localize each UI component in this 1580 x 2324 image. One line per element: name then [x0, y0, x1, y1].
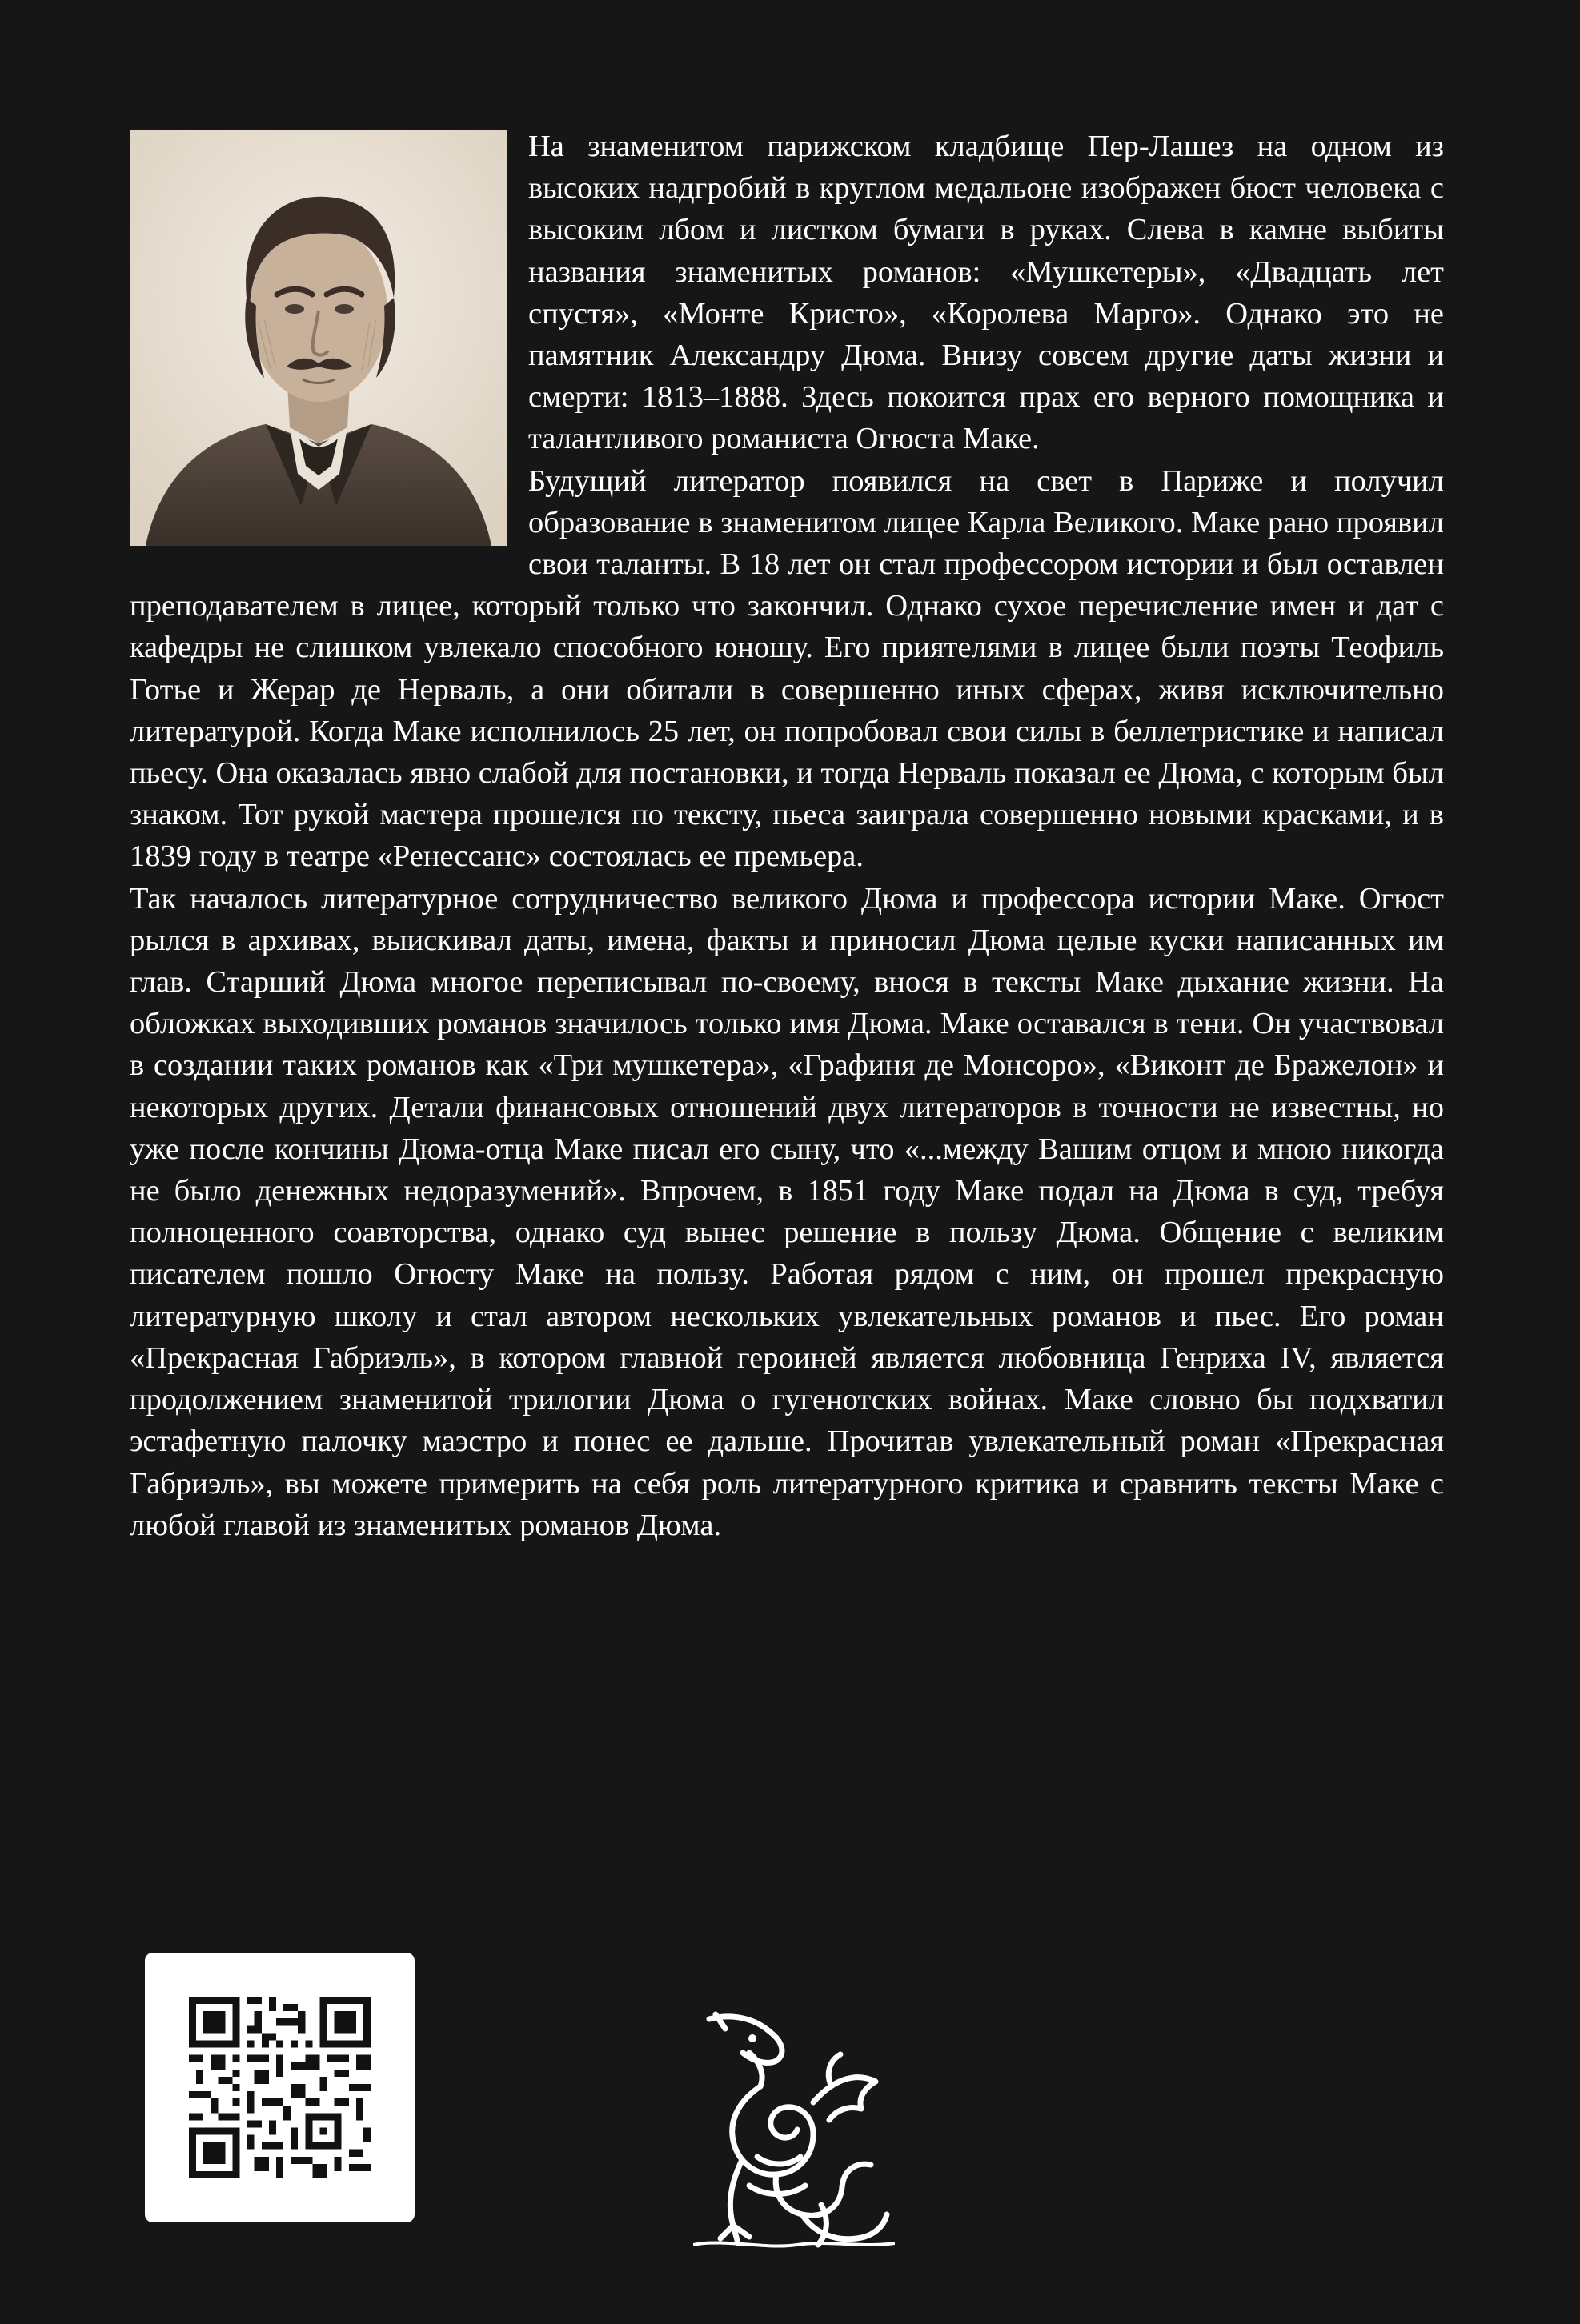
portrait-spacer [130, 126, 528, 571]
qr-code-box [145, 1953, 415, 2222]
paragraph-1: На знаменитом парижском кладбище Пер-Лашез на одном из высоких надгробий в круглом медальоне изображен бюст человека с высоким лбом и листком бумаги в руках. Слева в камне выбиты названия знаменитых романов: «Мушкетеры», «Двадцать лет спустя», «Монте Кристо», «Королева Марго». Однако это не памятник Александру Дюма. Внизу совсем другие даты жизни и смерти: 1813–1888. Здесь покоится прах его верного помощника и талантливого романиста Огюста Маке. [528, 130, 1444, 456]
dragon-logo-icon [693, 2005, 895, 2253]
description-text [130, 126, 1444, 1546]
publisher-logo [693, 2005, 895, 2253]
paragraph-2: Будущий литератор появился на свет в Париже и получил образование в знаменитом лицее Карла Великого. Маке рано проявил свои таланты. В 18 лет он стал профессором истории и был оставлен преподавателем в лицее, который только что закончил. Однако сухое перечисление имен и дат с кафедры не слишком увлекало способного юношу. Его приятелями в лицее были поэты Теофиль Готье и Жерар де Нерваль, а они обитали в совершенно иных сферах, живя исключительно литературой. Когда Маке исполнилось 25 лет, он попробовал свои силы в беллетристике и написал пьесу. Она оказалась явно слабой для постановки, и тогда Нерваль показал ее Дюма, с которым был знаком. Тот рукой мастера прошелся по тексту, пьеса заиграла совершенно новыми красками, и в 1839 году в театре «Ренессанс» состоялась ее премьера. [130, 463, 1444, 874]
paragraph-3: Так началось литературное сотрудничество великого Дюма и профессора истории Маке. Огюст рылся в архивах, выискивал даты, имена, факты и приносил Дюма целые куски написанных им глав. Старший Дюма многое переписывал по-своему, внося в тексты Маке дыхание жизни. На обложках выходивших романов значилось только имя Дюма. Маке оставался в тени. Он участвовал в создании таких романов как «Три мушкетера», «Графиня де Монсоро», «Виконт де Бражелон» и некоторых других. Детали финансовых отношений двух литераторов в точности не известны, но уже после кончины Дюма-отца Маке писал его сыну, что «...между Вашим отцом и мною никогда не было денежных недоразумений». Впрочем, в 1851 году Маке подал на Дюма в суд, требуя полноценного соавторства, однако суд вынес решение в пользу Дюма. Общение с великим писателем пошло Огюсту Маке на пользу. Работая рядом с ним, он прошел прекрасную литературную школу и стал автором нескольких увлекательных романов и пьес. Его роман «Прекрасная Габриэль», в котором главной героиней является любовница Генриха IV, является продолжением знаменитой трилогии Дюма о гугенотских войнах. Маке словно бы подхватил эстафетную палочку маэстро и понес ее дальше. Прочитав увлекательный роман «Прекрасная Габриэль», вы можете примерить на себя роль литературного критика и сравнить тексты Маке с любой главой из знаменитых романов Дюма. [130, 881, 1444, 1542]
qr-code-icon [189, 1997, 371, 2178]
